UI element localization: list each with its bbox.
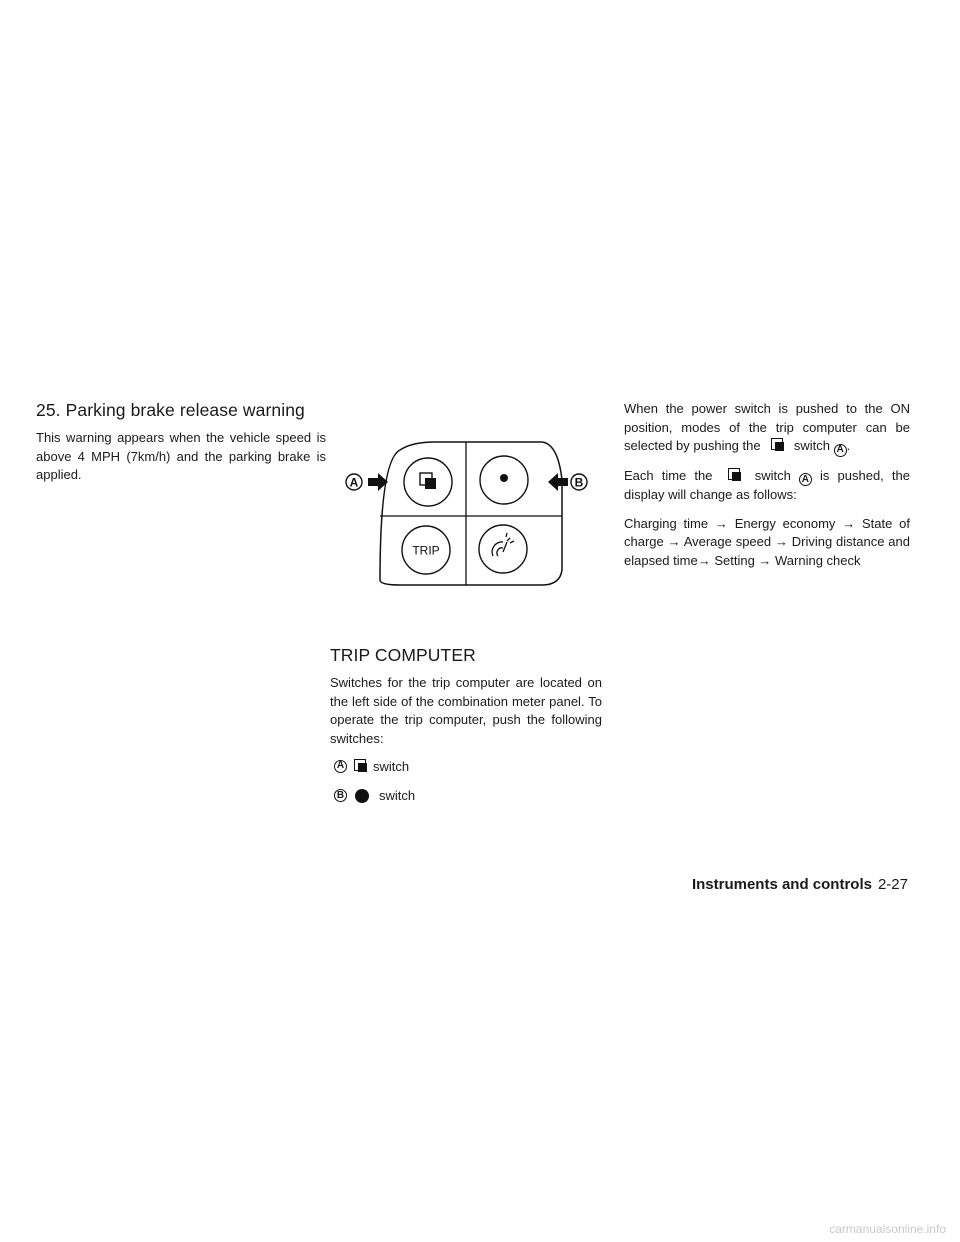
switch-b-callout: B: [334, 789, 347, 802]
switch-panel-diagram: [330, 420, 602, 610]
reset-dot-icon: [355, 789, 369, 803]
switch-b-text: switch: [379, 788, 416, 803]
trip-computer-section: [330, 420, 602, 817]
page-number: 2-27: [877, 876, 908, 893]
svg-text:B: B: [574, 475, 584, 490]
reset-switch-dot-icon: [500, 474, 508, 482]
each-time-paragraph: Each time the switch A is pushed, the display will change as follows:: [624, 467, 910, 502]
svg-text:A: A: [349, 475, 359, 490]
callout-b: [548, 473, 587, 491]
illumination-icon: [492, 533, 514, 556]
trip-computer-body: Switches for the trip computer are located on the left side of the combination meter panel. To operate the trip computer, push the following switches:: [330, 675, 602, 746]
display-switch-icon: [420, 473, 436, 489]
parking-brake-heading: 25. Parking brake release warning: [36, 400, 305, 420]
trip-computer-heading: TRIP COMPUTER: [330, 645, 476, 665]
switch-a-callout: A: [834, 444, 847, 457]
switch-a-callout: A: [334, 760, 347, 773]
display-square-icon: [353, 758, 369, 774]
trip-button-label: TRIP: [412, 543, 440, 558]
parking-brake-body: This warning appears when the vehicle speed is above 4 MPH (7km/h) and the parking brake is applied.: [36, 430, 326, 482]
switch-a-line: [330, 758, 602, 774]
panel-outline: [380, 442, 562, 585]
switch-a-text: switch: [373, 758, 410, 774]
switch-a-callout: A: [799, 473, 812, 486]
mode-change-section: [624, 400, 910, 580]
power-switch-paragraph: When the power switch is pushed to the ON position, modes of the trip computer can be selected by pushing the switch A .: [624, 401, 910, 455]
watermark: carmanualsonline.info: [829, 1222, 946, 1236]
parking-brake-section: [36, 400, 326, 495]
switch-b-line: [330, 788, 602, 803]
display-square-icon: [727, 467, 743, 483]
callout-a: [346, 473, 388, 491]
mode-sequence-paragraph: Charging time → Energy economy → State of charge → Average speed → Driving distance and elapsed time→ Setting → Warning check: [624, 515, 910, 568]
display-square-icon: [770, 437, 786, 453]
footer-section-title: Instruments and controls: [691, 876, 872, 893]
illumination-button-circle: [479, 525, 527, 573]
page-footer: [692, 876, 908, 893]
